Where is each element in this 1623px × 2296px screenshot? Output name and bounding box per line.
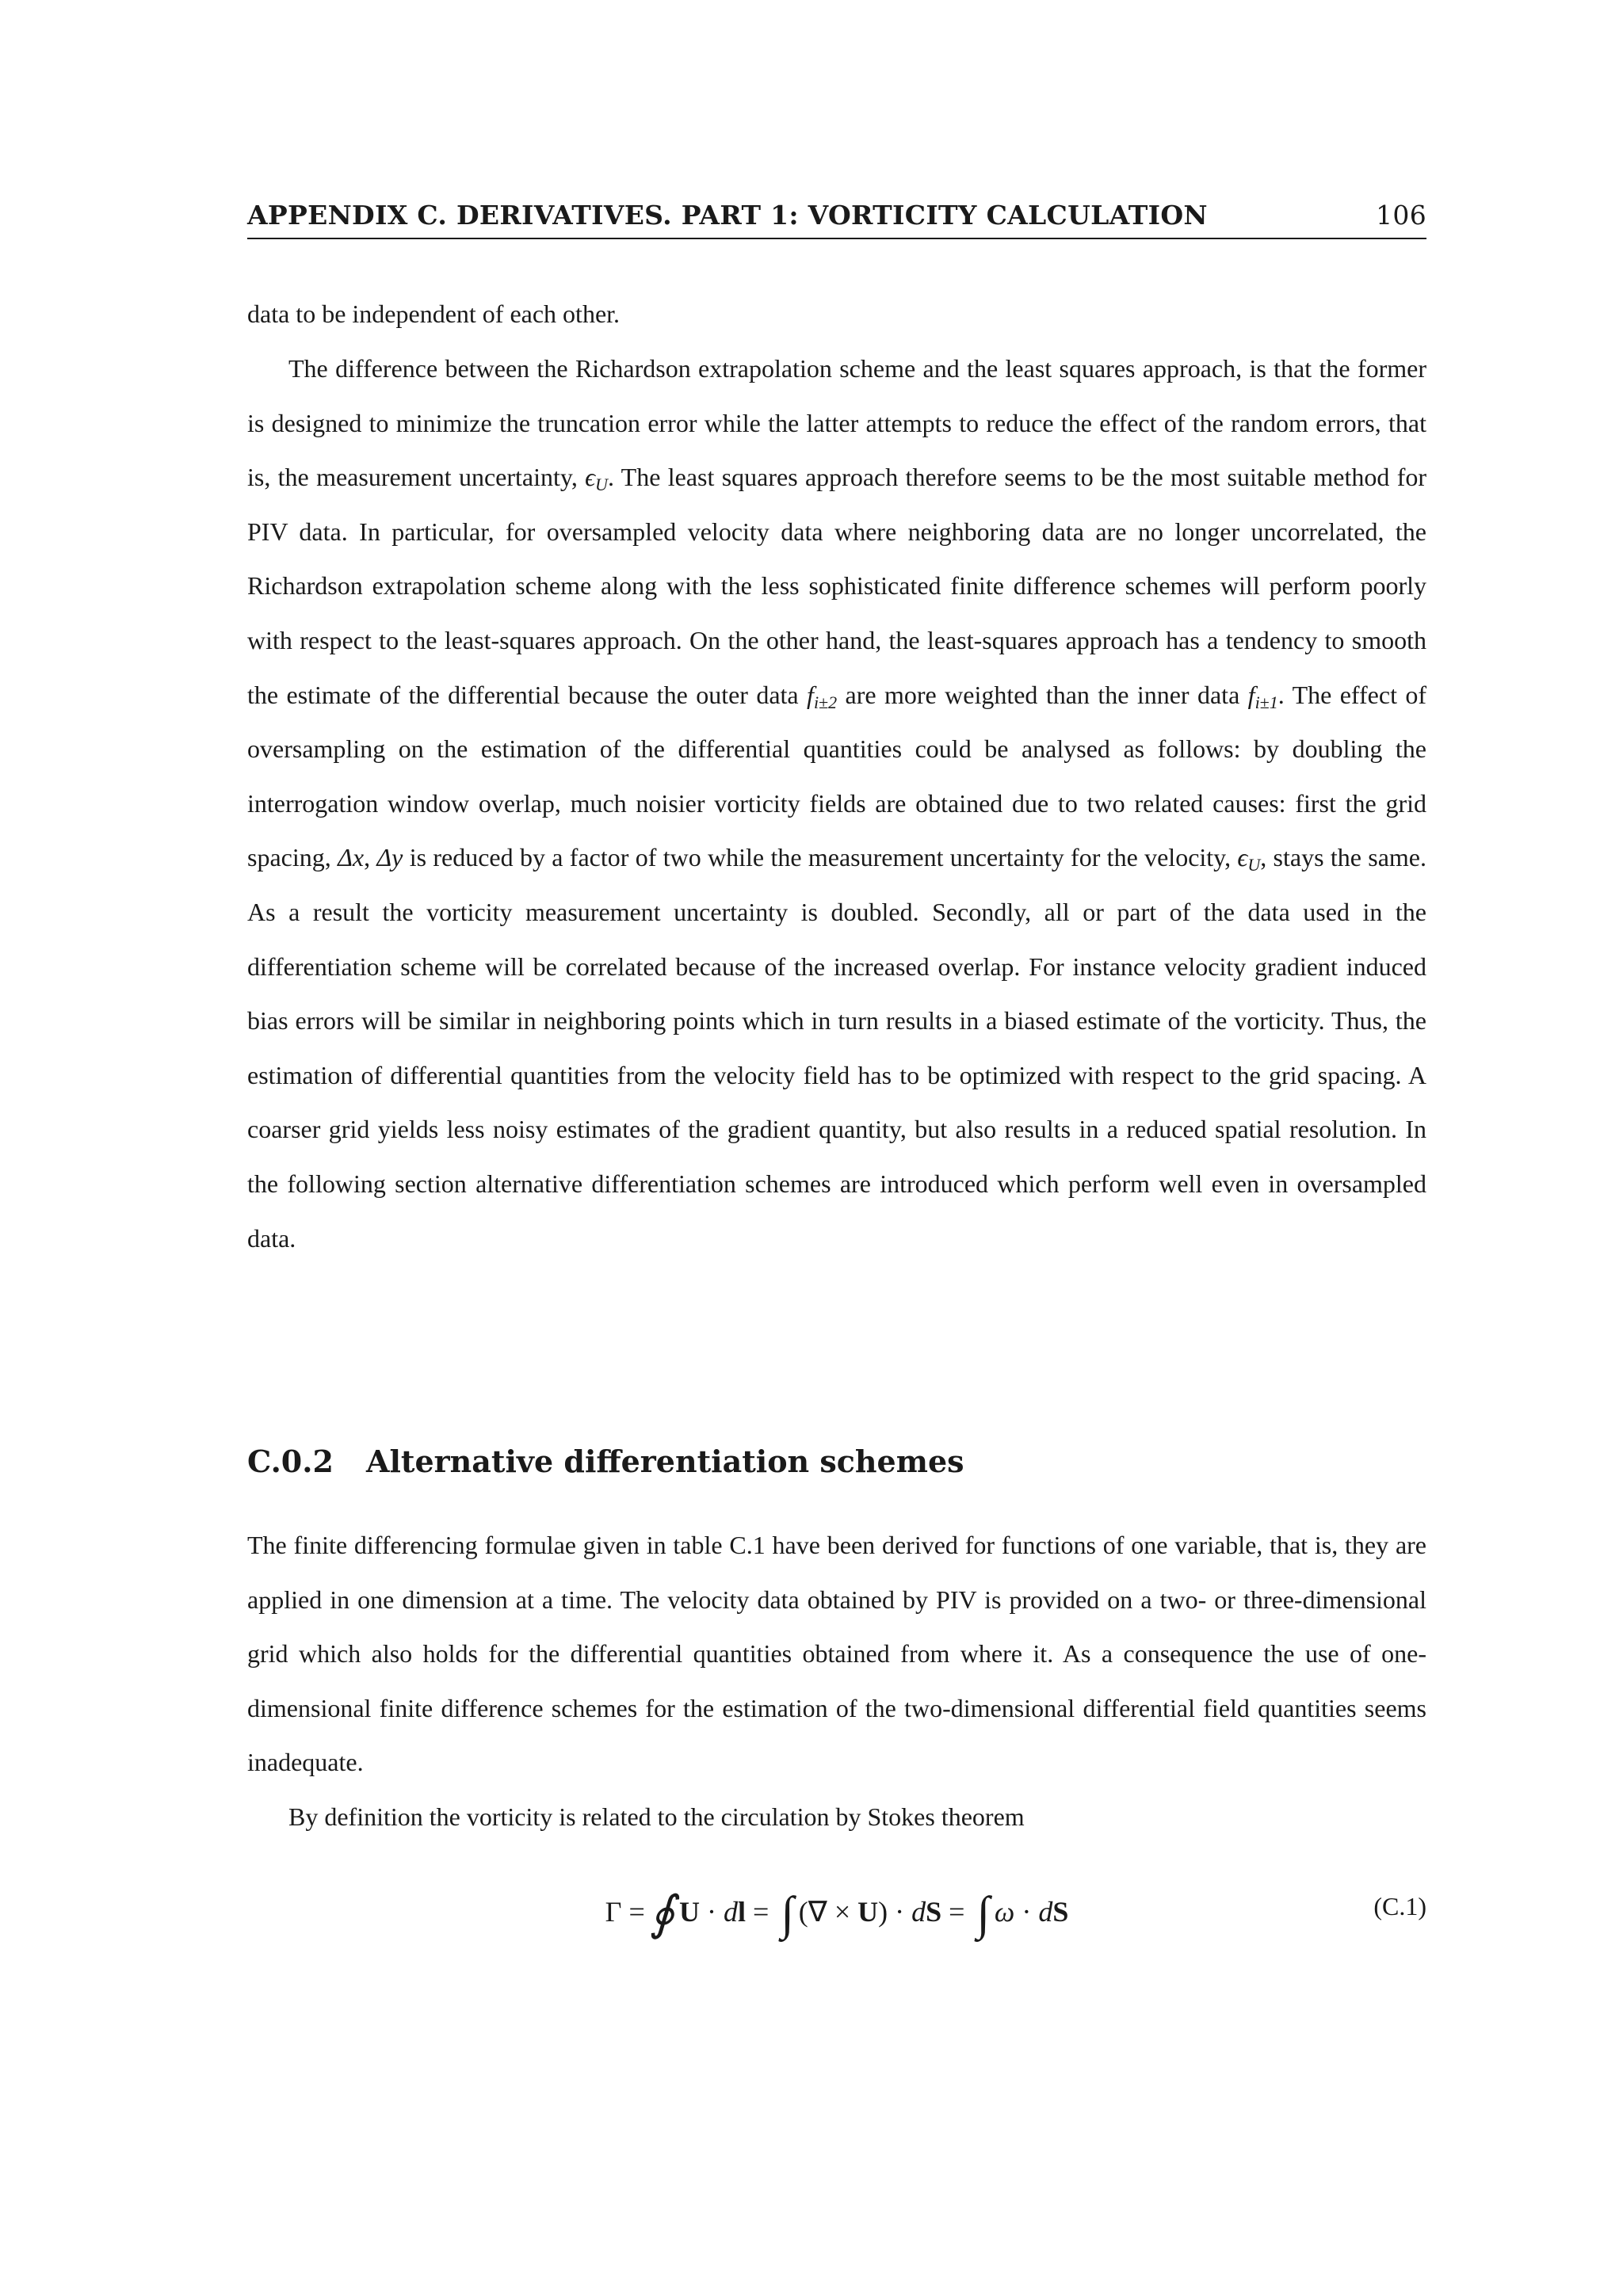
section-number: C.0.2 xyxy=(247,1444,334,1479)
delta-x-symbol: Δx xyxy=(338,843,365,872)
text-span: , stays the same. As a result the vorticity measurement uncertainty is doubled. Secondly, all or part of the data used in the differentiation scheme will be correlated because of the increased overlap. For instance velocity gradient induced bias errors will be similar in neighboring points which in turn results in a biased estimate of the vorticity. Thus, the estimation of differential quantities from the velocity field has to be optimized with respect to the grid spacing. A coarser grid yields less noisy estimates of the gradient quantity, but also results in a reduced spatial resolution. In the following section alternative differentiation schemes are introduced which perform well even in oversampled data. xyxy=(247,843,1427,1253)
equals-sign: = xyxy=(941,1896,972,1928)
equals-sign: = xyxy=(746,1896,777,1928)
epsilon-symbol: ϵ xyxy=(585,463,596,492)
f-symbol: f xyxy=(807,680,814,709)
text-span: The difference between the Richardson extrapolation scheme and the least squares approach, is that the former is designed to minimize the truncation error while the latter attempts to reduce the effect of the random errors, that is, the measurement uncertainty, xyxy=(247,354,1426,492)
surface-element: S xyxy=(926,1896,942,1928)
page-number: 106 xyxy=(1376,200,1426,231)
line-element: l xyxy=(738,1896,747,1928)
header-rule xyxy=(247,238,1426,239)
section-title: Alternative differentiation schemes xyxy=(366,1444,964,1479)
text-span: . The least squares approach therefore seems to be the most suitable method for PIV data. In particular, for oversampled velocity data where neighboring data are no longer uncorrelated, the Richardson extrapolation scheme along with the less sophisticated finite difference schemes will perform poorly with respect to the least-squares approach. On the other hand, the least-squares approach has a tendency to smooth the estimate of the differential because the outer data xyxy=(247,463,1427,709)
document-page xyxy=(247,0,1426,2296)
section-heading xyxy=(247,1444,964,1479)
surface-element: S xyxy=(1052,1896,1069,1928)
omega-symbol: ω xyxy=(994,1896,1015,1928)
epsilon-subscript: U xyxy=(595,475,608,495)
differential-d: d xyxy=(724,1896,739,1928)
velocity-vector: U xyxy=(679,1896,701,1928)
text-span: are more weighted than the inner data xyxy=(837,680,1248,709)
text-span: . The effect of oversampling on the estimation of the differential quantities could be analysed as follows: by doubling the interrogation window overlap, much noisier vorticity fields are obtained due to two related causes: first the grid spacing, xyxy=(247,680,1427,872)
curl-operator: (∇ × xyxy=(798,1896,858,1928)
header-title: APPENDIX C. DERIVATIVES. PART 1: VORTICITY CALCULATION xyxy=(247,200,1208,231)
epsilon-symbol: ϵ xyxy=(1237,843,1248,872)
velocity-vector: U xyxy=(857,1896,879,1928)
equation-number: (C.1) xyxy=(1373,1892,1426,1920)
text-span: is reduced by a factor of two while the measurement uncertainty for the velocity, xyxy=(403,843,1238,872)
paragraph-stokes-intro: By definition the vorticity is related to the circulation by Stokes theorem xyxy=(288,1802,1025,1831)
f-symbol: f xyxy=(1247,680,1255,709)
epsilon-subscript: U xyxy=(1247,855,1261,875)
f-subscript: i±2 xyxy=(813,692,838,712)
f-subscript: i±1 xyxy=(1254,692,1278,712)
dot-operator: · xyxy=(700,1896,724,1928)
delta-y-symbol: Δy xyxy=(376,843,403,872)
gamma-symbol: Γ = xyxy=(605,1896,645,1928)
paragraph-continuation: data to be independent of each other. xyxy=(247,299,621,328)
integral-sign: ∫ xyxy=(781,1887,794,1939)
text-span: , xyxy=(364,843,377,872)
curl-close: ) · xyxy=(878,1896,912,1928)
paragraph-richardson-vs-least-squares xyxy=(247,341,1426,1265)
differential-d: d xyxy=(1038,1896,1053,1928)
running-header xyxy=(247,200,1426,231)
equation-c1 xyxy=(247,1868,1426,1939)
dot-operator: · xyxy=(1014,1896,1039,1928)
differential-d: d xyxy=(911,1896,926,1928)
contour-integral-sign: ∮ xyxy=(649,1887,675,1939)
integral-sign: ∫ xyxy=(976,1887,990,1939)
paragraph-finite-differencing: The finite differencing formulae given in table C.1 have been derived for functions of one variable, that is, they are applied in one dimension at a time. The velocity data obtained by PIV is provided on a two- or three-dimensional grid which also holds for the differential quantities obtained from where it. As a consequence the use of one-dimensional finite difference schemes for the estimation of the two-dimensional differential field quantities seems inadequate. xyxy=(247,1531,1426,1777)
stokes-equation xyxy=(247,1886,1426,1941)
